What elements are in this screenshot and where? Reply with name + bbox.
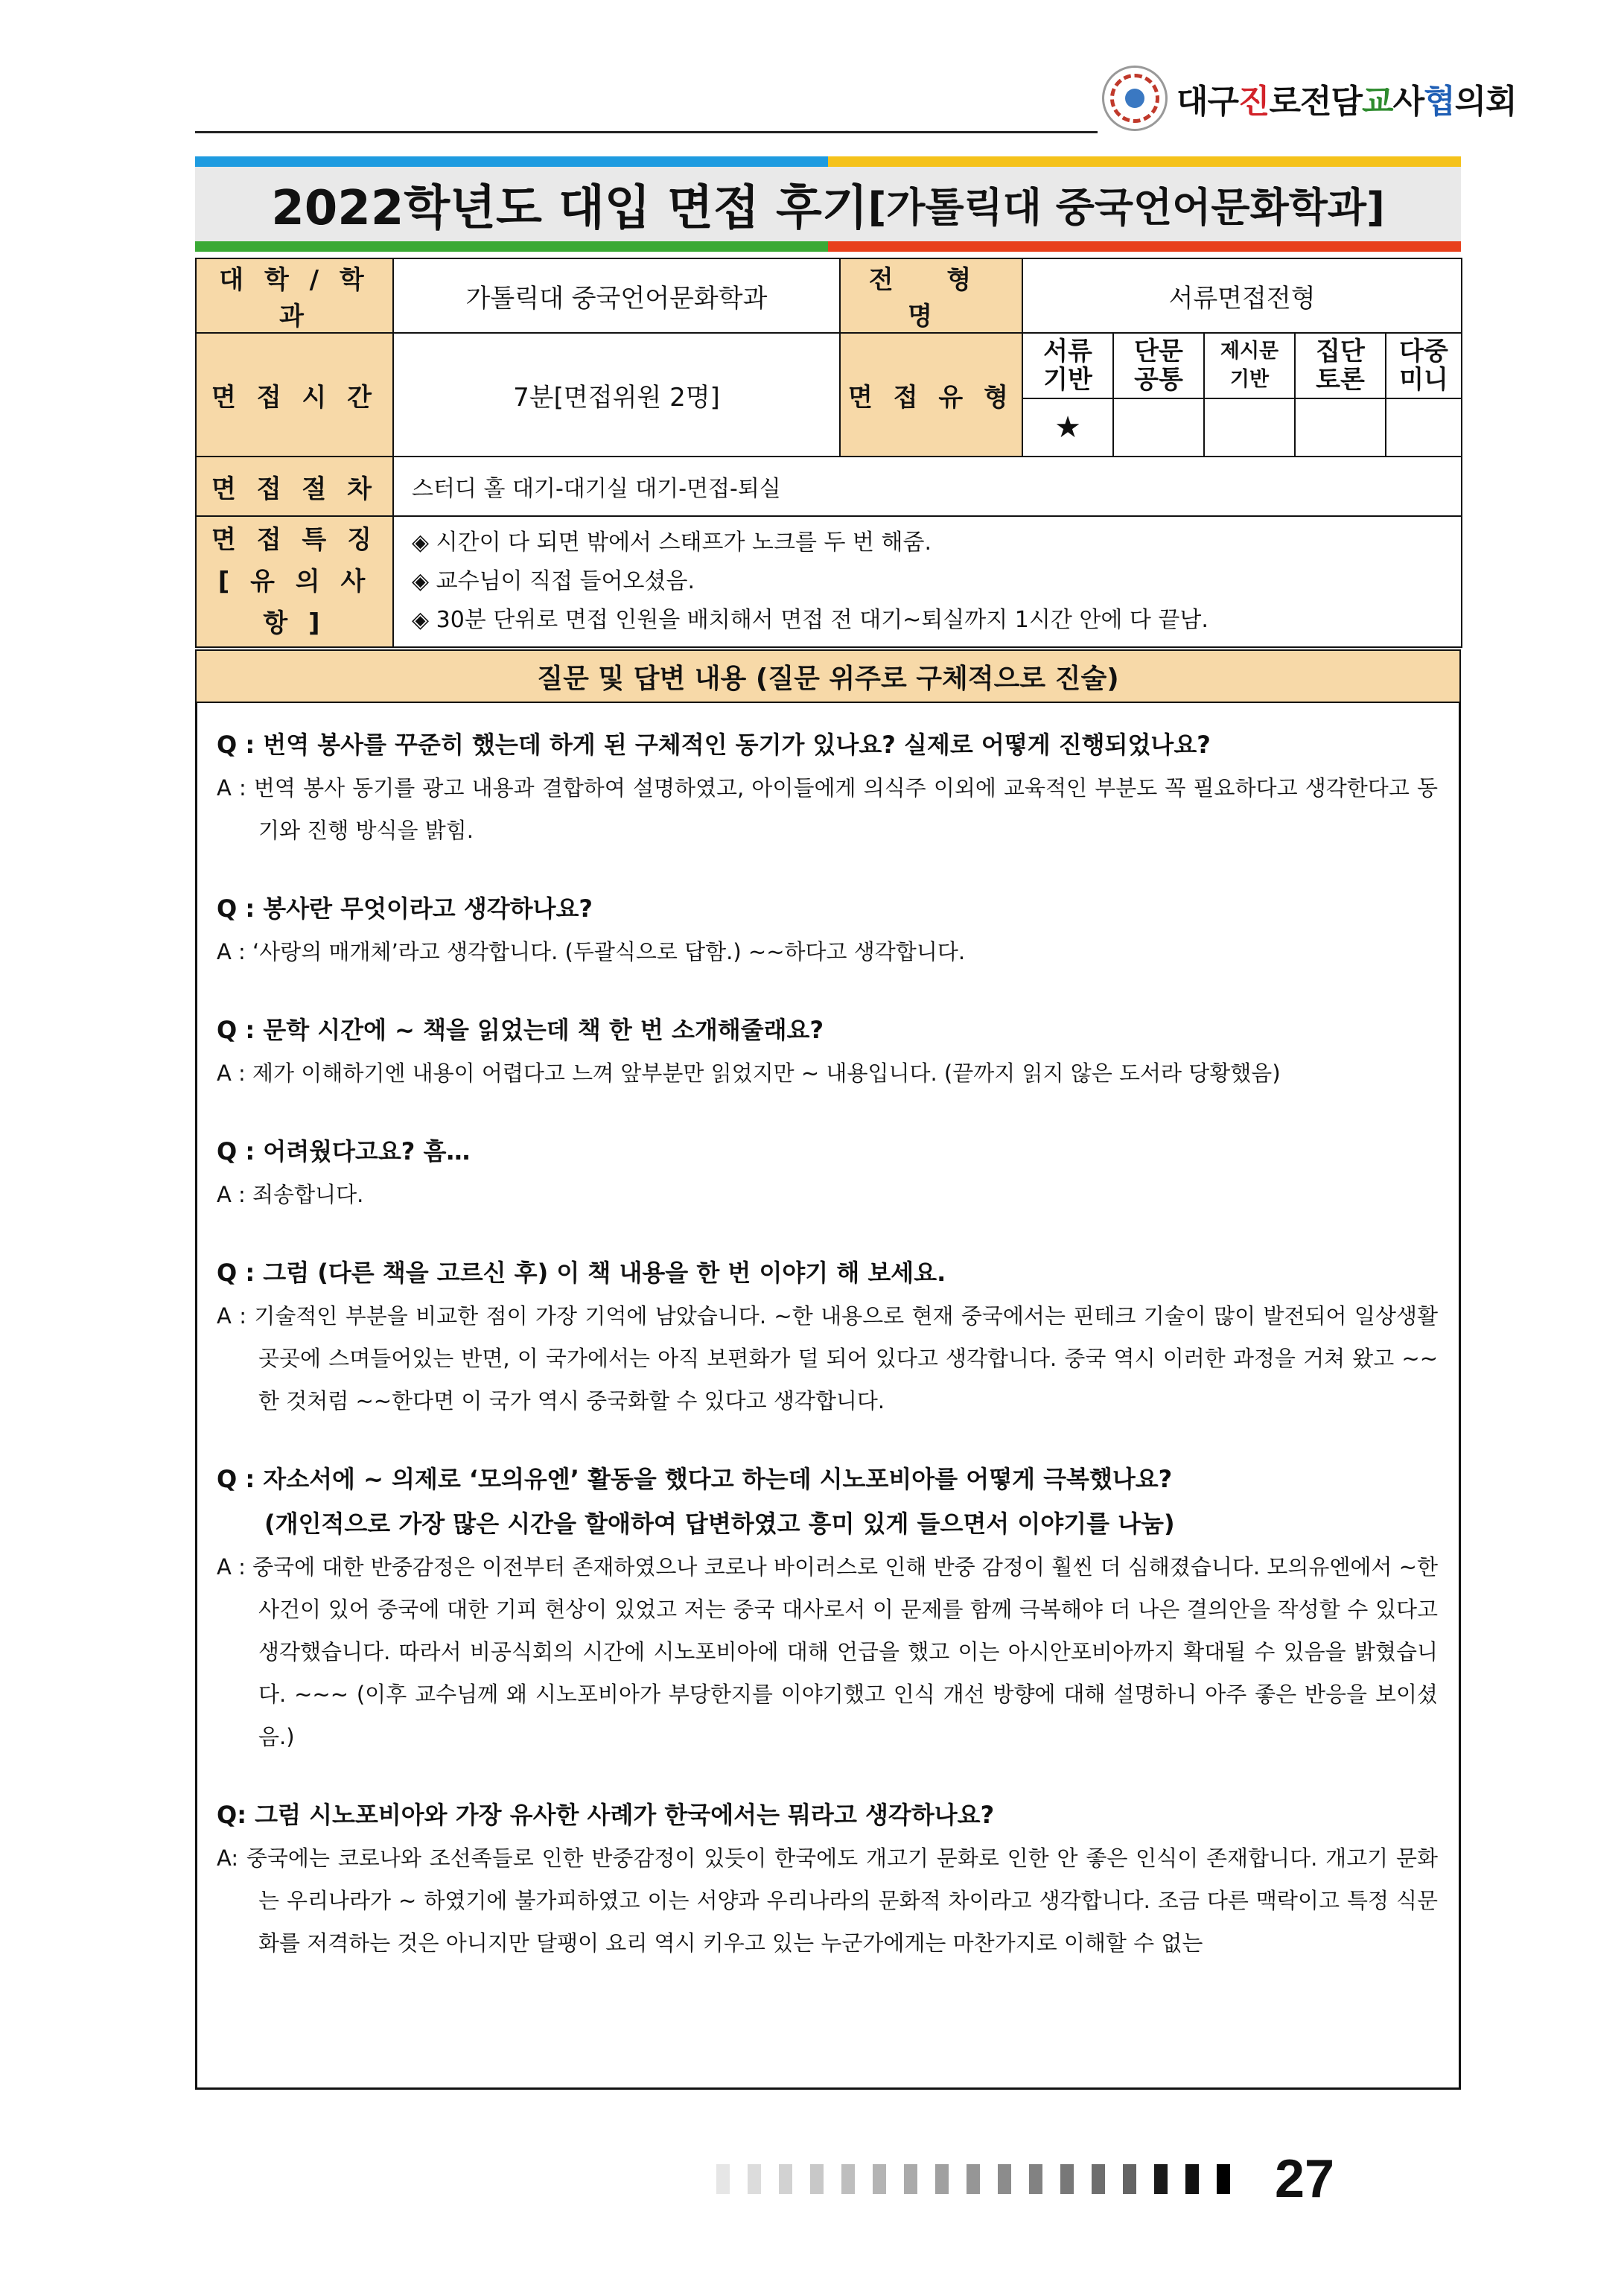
org-name: 대구진로전담교사협의회 (1176, 83, 1517, 121)
footer-square (748, 2164, 761, 2194)
feature-item: ◈ 30분 단위로 면접 인원을 배치해서 면접 전 대기~퇴실까지 1시간 안에 다 끝남. (412, 607, 1209, 633)
kind-mark-group (1295, 398, 1386, 457)
univ-value: 가톨릭대 중국언어문화학과 (393, 258, 840, 333)
footer-square (1185, 2164, 1199, 2194)
qa-section (195, 703, 1461, 2090)
qa-header: 질문 및 답변 내용 (질문 위주로 구체적으로 진술) (195, 649, 1461, 703)
page-footer (716, 2149, 1334, 2210)
feature-list (393, 516, 1462, 647)
proc-value: 스터디 홀 대기-대기실 대기-면접-퇴실 (393, 457, 1462, 516)
footer-gradient-squares (716, 2164, 1248, 2194)
footer-square (841, 2164, 855, 2194)
kind-mark-doc: ★ (1022, 398, 1113, 457)
feature-label: 면 접 특 징 [ 유 의 사 항 ] (196, 516, 393, 647)
feature-item: ◈ 시간이 다 되면 밖에서 스태프가 노크를 두 번 해줌. (412, 530, 932, 556)
footer-square (779, 2164, 792, 2194)
footer-square (1123, 2164, 1136, 2194)
question: Q : 그럼 (다른 책을 고르신 후) 이 책 내용을 한 번 이야기 해 보세요. (217, 1259, 946, 1287)
kind-doc: 서류 기반 (1022, 333, 1113, 398)
proc-label: 면 접 절 차 (196, 457, 393, 516)
org-logo-icon (1102, 66, 1168, 131)
kind-mark-short (1113, 398, 1204, 457)
answer: A : 기술적인 부분을 비교한 점이 가장 기억에 남았습니다. ~한 내용으로 현재 중국에서는 핀테크 기술이 많이 발전되어 일상생활 곳곳에 스며들어있는 반면, 이 국가에서는 아직 보편화가 덜 되어 있다고 생각합니다. 중국 역시 이러한 과정을 거쳐 왔고 ~~한 것처럼 ~~한다면 이 국가 역시 중국화할 수 있다고 생각합니다. (217, 1303, 1438, 1413)
question: Q : 자소서에 ~ 의제로 ‘모의유엔’ 활동을 했다고 하는데 시노포비아를 어떻게 극복했나요? (217, 1465, 1173, 1493)
type-value: 서류면접전형 (1022, 258, 1462, 333)
title-main: 2022학년도 대입 면접 후기 (271, 181, 868, 236)
info-table (195, 258, 1462, 648)
answer: A : 중국에 대한 반중감정은 이전부터 존재하였으나 코로나 바이러스로 인해 반중 감정이 훨씬 더 심해졌습니다. 모의유엔에서 ~한 사건이 있어 중국에 대한 기피 현상이 있었고 저는 중국 대사로서 이 문제를 함께 극복해야 더 나은 결의안을 작성할 수 있다고 생각했습니다. 따라서 비공식회의 시간에 시노포비아에 대해 언급을 했고 이는 아시안포비아까지 확대될 수 있음을 밝혔습니다. ~~~ (이후 교수님께 왜 시노포비아가 부당한지를 이야기했고 인식 개선 방향에 대해 설명하니 아주 좋은 반응을 보이셨음.) (217, 1554, 1438, 1749)
footer-square (904, 2164, 917, 2194)
time-value: 7분[면접위원 2명] (393, 333, 840, 457)
page-number: 27 (1275, 2149, 1335, 2209)
kind-mark-mmi (1386, 398, 1462, 457)
question-note: (개인적으로 가장 많은 시간을 할애하여 답변하였고 흥미 있게 들으면서 이야기를 나눔) (264, 1510, 1175, 1538)
answer: A : 번역 봉사 동기를 광고 내용과 결합하여 설명하였고, 아이들에게 의식주 이외에 교육적인 부분도 꼭 필요하다고 생각한다고 동기와 진행 방식을 밝힘. (217, 775, 1438, 843)
org-badge (1102, 66, 1517, 131)
footer-square (967, 2164, 980, 2194)
footer-square (1217, 2164, 1230, 2194)
header-rule (195, 131, 1098, 133)
type-label: 전 형 명 (840, 258, 1022, 333)
kind-label: 면 접 유 형 (840, 333, 1022, 457)
kind-group: 집단 토론 (1295, 333, 1386, 398)
kind-mmi: 다중 미니 (1386, 333, 1462, 398)
footer-square (1060, 2164, 1074, 2194)
footer-square (1154, 2164, 1168, 2194)
question: Q : 문학 시간에 ~ 책을 읽었는데 책 한 번 소개해줄래요? (217, 1016, 824, 1044)
footer-square (998, 2164, 1011, 2194)
question: Q: 그럼 시노포비아와 가장 유사한 사례가 한국에서는 뭐라고 생각하나요? (217, 1801, 995, 1829)
kind-text: 제시문 기반 (1204, 333, 1295, 398)
answer: A: 중국에는 코로나와 조선족들로 인한 반중감정이 있듯이 한국에도 개고기 문화로 인한 안 좋은 인식이 존재합니다. 개고기 문화는 우리나라가 ~ 하였기에 불가피하였고 이는 서양과 우리나라의 문화적 차이라고 생각합니다. 조금 다른 맥락이고 특정 식문화를 저격하는 것은 아니지만 달팽이 요리 역시 키우고 있는 누군가에게는 마찬가지로 이해할 수 없는 (217, 1845, 1438, 1956)
title-banner (195, 156, 1461, 252)
footer-square (873, 2164, 886, 2194)
footer-square (716, 2164, 730, 2194)
answer: A : 죄송합니다. (217, 1182, 364, 1207)
page-title (195, 167, 1461, 241)
univ-label: 대 학 / 학 과 (196, 258, 393, 333)
question: Q : 어려웠다고요? 흠… (217, 1137, 471, 1166)
question: Q : 번역 봉사를 꾸준히 했는데 하게 된 구체적인 동기가 있나요? 실제로 어떻게 진행되었나요? (217, 731, 1211, 759)
time-label: 면 접 시 간 (196, 333, 393, 457)
footer-square (1029, 2164, 1042, 2194)
answer: A : ‘사랑의 매개체’라고 생각합니다. (두괄식으로 답함.) ~~하다고 생각합니다. (217, 939, 966, 964)
feature-item: ◈ 교수님이 직접 들어오셨음. (412, 568, 695, 594)
answer: A : 제가 이해하기엔 내용이 어렵다고 느껴 앞부분만 읽었지만 ~ 내용입니다. (끝까지 읽지 않은 도서라 당황했음) (217, 1060, 1281, 1086)
kind-short: 단문 공통 (1113, 333, 1204, 398)
title-sub: [가톨릭대 중국언어문화학과] (867, 183, 1385, 231)
footer-square (1092, 2164, 1105, 2194)
footer-square (935, 2164, 949, 2194)
kind-mark-text (1204, 398, 1295, 457)
question: Q : 봉사란 무엇이라고 생각하나요? (217, 894, 593, 923)
footer-square (810, 2164, 824, 2194)
